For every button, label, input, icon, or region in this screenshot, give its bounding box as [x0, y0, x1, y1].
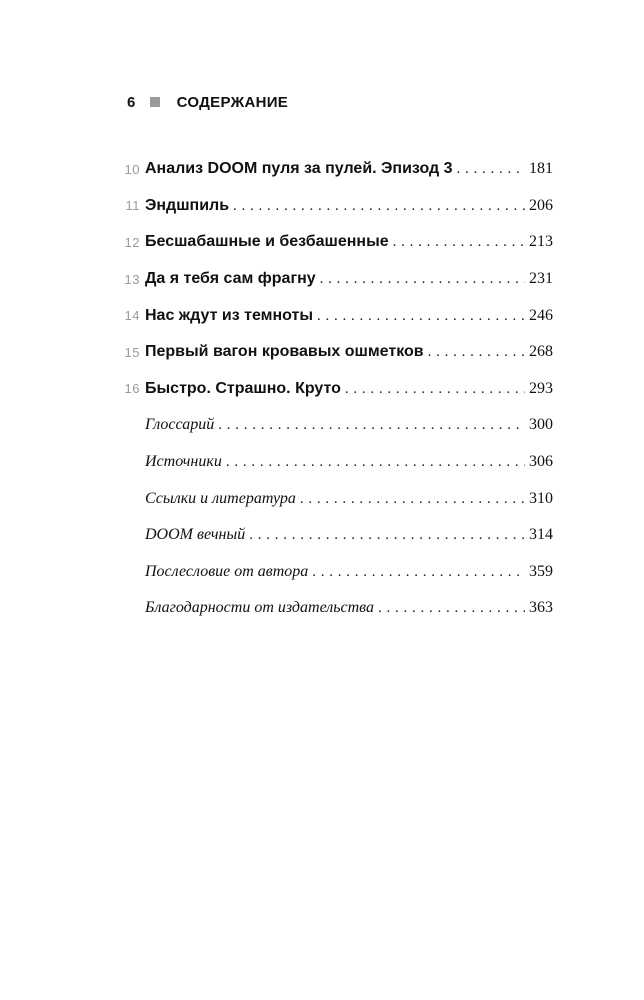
toc-chapter-row[interactable]	[0, 334, 644, 371]
toc-chapter-row[interactable]	[0, 297, 644, 334]
dot-leader	[393, 234, 525, 251]
chapter-page: 213	[529, 233, 553, 251]
chapter-title: Эндшпиль	[145, 196, 230, 214]
dot-leader	[249, 527, 525, 544]
chapter-title: Быстро. Страшно. Круто	[145, 379, 341, 397]
chapter-number: 16	[124, 381, 140, 397]
dot-leader	[428, 344, 525, 361]
toc-backmatter-row[interactable]	[0, 517, 644, 554]
chapter-page: 268	[529, 343, 553, 361]
section-title: СОДЕРЖАНИЕ	[176, 93, 289, 111]
chapter-page: 181	[529, 160, 553, 178]
backmatter-title: Источники	[145, 453, 222, 471]
toc-backmatter-row[interactable]	[0, 590, 644, 627]
backmatter-page: 314	[529, 526, 553, 544]
chapter-title: Первый вагон кровавых ошметков	[145, 343, 424, 361]
chapter-number: 13	[124, 271, 140, 287]
dot-leader	[233, 198, 525, 215]
square-ornament-icon	[150, 97, 160, 107]
dot-leader	[457, 161, 525, 178]
toc-backmatter-row[interactable]	[0, 407, 644, 444]
chapter-number: 14	[124, 308, 140, 324]
backmatter-title: Глоссарий	[145, 416, 215, 434]
chapter-title: Нас ждут из темноты	[145, 306, 313, 324]
dot-leader	[226, 454, 525, 471]
toc-backmatter-row[interactable]	[0, 444, 644, 481]
backmatter-page: 363	[529, 599, 553, 617]
chapter-page: 206	[529, 196, 553, 214]
chapter-number: 11	[125, 198, 140, 214]
chapter-number: 10	[124, 161, 140, 177]
toc-chapter-row[interactable]	[0, 261, 644, 298]
chapter-page: 231	[529, 270, 553, 288]
dot-leader	[317, 308, 525, 325]
dot-leader	[378, 600, 525, 617]
toc-backmatter-row[interactable]	[0, 480, 644, 517]
backmatter-page: 300	[529, 416, 553, 434]
toc-chapter-row[interactable]	[0, 371, 644, 408]
backmatter-title: Послесловие от автора	[145, 562, 309, 580]
backmatter-title: Благодарности от издательства	[145, 599, 375, 617]
chapter-title: Бесшабашные и безбашенные	[145, 233, 389, 251]
chapter-page: 293	[529, 379, 553, 397]
chapter-number: 15	[124, 344, 140, 360]
table-of-contents	[0, 151, 644, 627]
dot-leader	[300, 491, 525, 508]
dot-leader	[218, 417, 525, 434]
chapter-number: 12	[124, 234, 140, 250]
running-head	[127, 91, 288, 113]
backmatter-title: Ссылки и литература	[145, 489, 296, 507]
toc-chapter-row[interactable]	[0, 224, 644, 261]
backmatter-title: DOOM вечный	[145, 526, 246, 544]
chapter-page: 246	[529, 306, 553, 324]
toc-backmatter-row[interactable]	[0, 554, 644, 591]
chapter-title: Да я тебя сам фрагну	[145, 270, 316, 288]
backmatter-page: 306	[529, 453, 553, 471]
dot-leader	[345, 381, 525, 398]
toc-chapter-row[interactable]	[0, 151, 644, 188]
backmatter-page: 359	[529, 562, 553, 580]
dot-leader	[320, 271, 525, 288]
page-number: 6	[127, 93, 136, 111]
dot-leader	[312, 564, 525, 581]
toc-chapter-row[interactable]	[0, 188, 644, 225]
backmatter-page: 310	[529, 489, 553, 507]
chapter-title: Анализ DOOM пуля за пулей. Эпизод 3	[145, 160, 453, 178]
